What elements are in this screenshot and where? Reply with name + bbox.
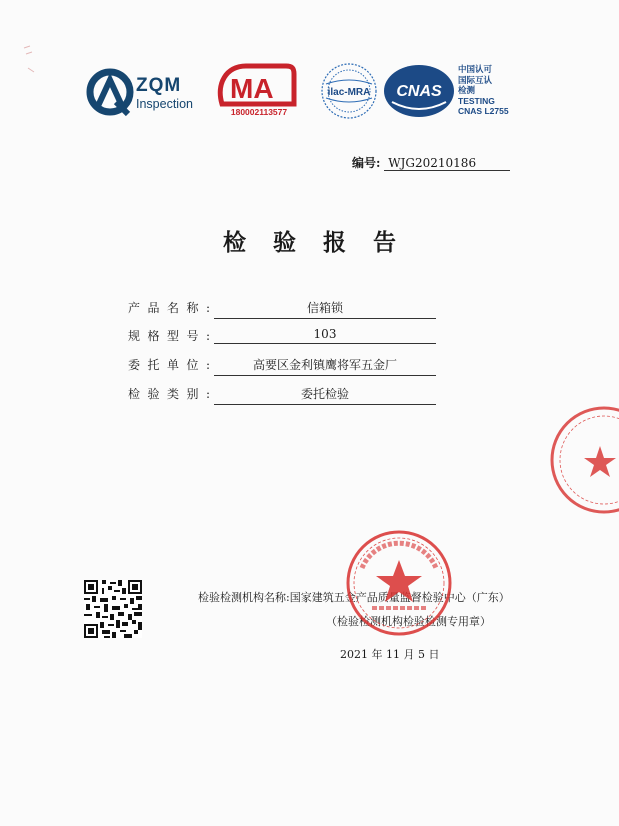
field-label: 委托单位: (128, 358, 210, 372)
logo-row (86, 58, 526, 128)
field-client (128, 356, 397, 374)
zqm-logo (86, 62, 204, 122)
ilac-text: ilac-MRA (327, 87, 371, 98)
organization-name: 国家建筑五金产品质量监督检验中心（广东） (289, 591, 510, 604)
report-number-label: 编号: (352, 156, 381, 170)
report-date: 2021 年 11 月 5 日 (340, 648, 440, 661)
field-value: 委托检验 (214, 385, 436, 405)
zqm-title: ZQM (136, 75, 182, 96)
cnas-line: TESTING (458, 95, 495, 106)
cnas-line: CNAS L2755 (458, 106, 509, 116)
field-inspection-type (128, 385, 349, 403)
cnas-line: 国际互认 (458, 74, 493, 85)
official-seal-icon (344, 528, 454, 638)
margin-mark-icon (20, 42, 42, 76)
cnas-line: 检测 (458, 85, 476, 95)
ilac-mra-logo-icon (320, 62, 378, 120)
report-number (352, 154, 520, 171)
cnas-logo-icon (382, 62, 456, 120)
cnas-accreditation-text (458, 64, 509, 117)
field-value: 高要区金利镇鹰将军五金厂 (214, 356, 436, 376)
field-label: 规格型号: (128, 329, 210, 343)
organization-label: 检验检测机构名称: (198, 591, 290, 604)
cma-number: 180002113577 (230, 107, 288, 117)
field-label: 检验类别: (128, 387, 210, 401)
report-title: 检验报告 (223, 229, 423, 256)
cnas-line: 中国认可 (458, 64, 493, 74)
qr-code-icon (84, 580, 142, 638)
stamp-note: （检验检测机构检验检测专用章） (326, 615, 491, 628)
field-value: 信箱锁 (214, 299, 436, 319)
zqm-subtitle: Inspection (136, 97, 193, 111)
field-label: 产品名称: (128, 301, 210, 315)
cma-letters: MA (230, 73, 274, 104)
field-product-name (128, 299, 343, 317)
report-number-value: WJG20210186 (384, 156, 510, 171)
field-value: 103 (214, 327, 436, 344)
field-model (128, 327, 337, 345)
zqm-emblem-icon (86, 62, 136, 122)
cnas-text: CNAS (396, 83, 442, 100)
edge-seal-icon (548, 404, 619, 516)
